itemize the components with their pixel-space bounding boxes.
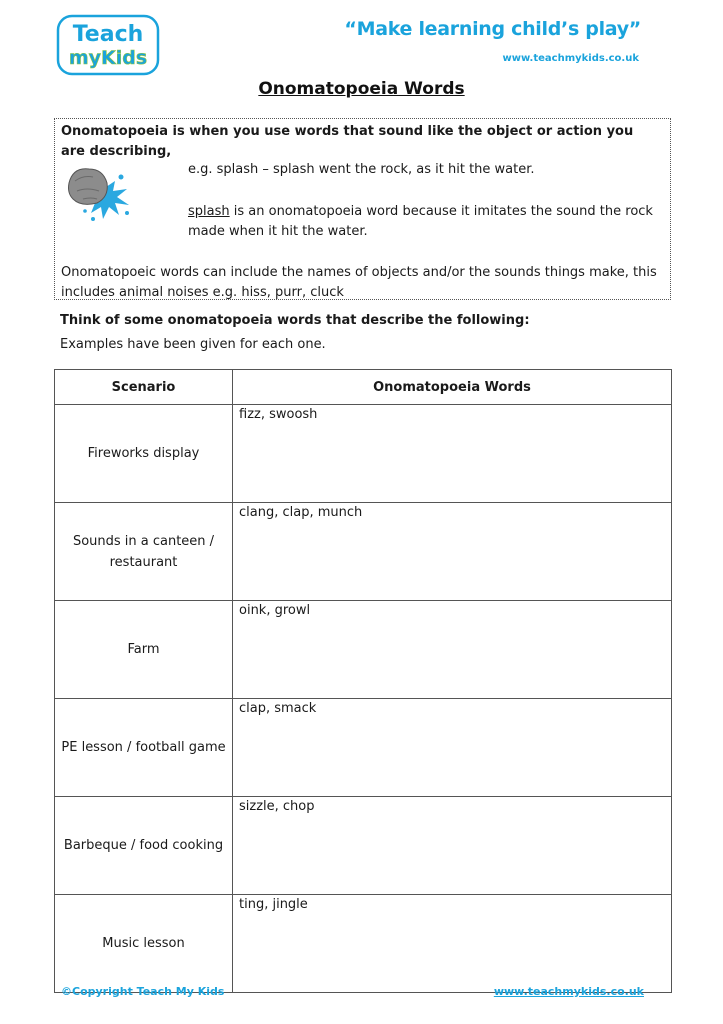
rock-splash-icon — [63, 161, 133, 223]
task-prompt: Think of some onomatopoeia words that describe the following: — [60, 313, 530, 328]
onomatopoeia-table — [54, 369, 672, 993]
explanation-text: is an onomatopoeia word because it imitates the sound the rock made when it hit the water. — [188, 204, 653, 239]
scenario-cell: Fireworks display — [55, 405, 233, 503]
table-header-row — [55, 370, 672, 405]
table-row — [55, 503, 672, 601]
scenario-cell: PE lesson / football game — [55, 699, 233, 797]
words-cell[interactable]: ting, jingle — [233, 895, 672, 993]
words-cell[interactable]: oink, growl — [233, 601, 672, 699]
definition-box — [54, 118, 671, 300]
teach-my-kids-logo — [56, 14, 160, 76]
header-onomatopoeia-words: Onomatopoeia Words — [233, 370, 672, 405]
table-row — [55, 699, 672, 797]
footer-copyright: ©Copyright Teach My Kids — [61, 985, 225, 998]
table-row — [55, 895, 672, 993]
page-title: Onomatopoeia Words — [258, 79, 465, 99]
footer-website-link[interactable]: www.teachmykids.co.uk — [493, 985, 644, 998]
words-cell[interactable]: fizz, swoosh — [233, 405, 672, 503]
header-scenario: Scenario — [55, 370, 233, 405]
logo-text-mykids: myKids — [68, 47, 148, 69]
words-cell[interactable]: sizzle, chop — [233, 797, 672, 895]
logo-text-teach: Teach — [72, 22, 144, 47]
table-row — [55, 797, 672, 895]
words-cell[interactable]: clap, smack — [233, 699, 672, 797]
words-cell[interactable]: clang, clap, munch — [233, 503, 672, 601]
scenario-cell: Music lesson — [55, 895, 233, 993]
scenario-cell: Farm — [55, 601, 233, 699]
definition-text: Onomatopoeia is when you use words that sound like the object or action you are describing, — [61, 124, 634, 159]
onomatopoeic-note: Onomatopoeic words can include the names of objects and/or the sounds things make, this includes animal noises e.g. hiss, purr, cluck — [61, 265, 657, 300]
scenario-cell: Barbeque / food cooking — [55, 797, 233, 895]
example-sentence: e.g. splash – splash went the rock, as it hit the water. — [188, 162, 535, 177]
table-row — [55, 601, 672, 699]
scenario-cell: Sounds in a canteen / restaurant — [55, 503, 233, 601]
task-prompt-sub: Examples have been given for each one. — [60, 337, 326, 352]
explanation-keyword: splash — [188, 204, 230, 219]
tagline: “Make learning child’s play” — [344, 18, 641, 40]
table-row — [55, 405, 672, 503]
header-website-link[interactable]: www.teachmykids.co.uk — [502, 53, 639, 64]
example-explanation — [188, 202, 658, 242]
